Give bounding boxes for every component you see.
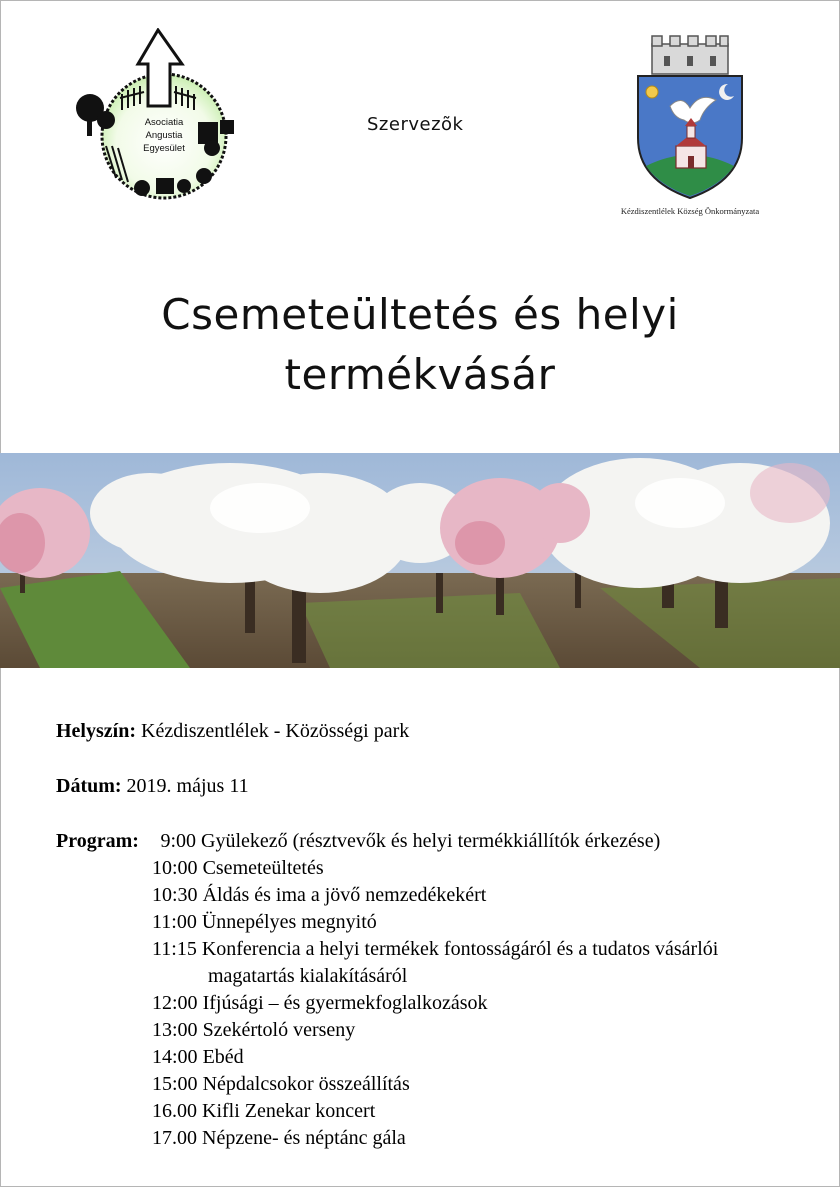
program-text: Népdalcsokor összeállítás — [202, 1073, 410, 1095]
program-text: Ebéd — [202, 1046, 244, 1068]
program-time: 11:15 — [152, 938, 197, 960]
program-text: Kifli Zenekar koncert — [202, 1100, 376, 1122]
coat-of-arms — [630, 34, 750, 204]
program-text: Szekértoló verseny — [202, 1019, 356, 1041]
logo-line: Angustia — [145, 130, 183, 141]
organizers-label: Szervezõk — [367, 114, 464, 135]
program-item — [152, 909, 822, 936]
program-item-continuation — [152, 963, 822, 990]
program-time: 13:00 — [152, 1019, 198, 1041]
title-line-1: Csemeteültetés és helyi — [161, 290, 679, 339]
program-item — [152, 1071, 822, 1098]
program-time: 12:00 — [152, 992, 198, 1014]
association-logo — [72, 28, 252, 200]
program-item — [152, 855, 822, 882]
program-text: Gyülekező (résztvevők és helyi termékkiállítók érkezése) — [201, 830, 661, 852]
program-text: Ifjúsági – és gyermekfoglalkozások — [202, 992, 488, 1014]
program-time: 17.00 — [152, 1127, 197, 1149]
program-text: Áldás és ima a jövő nemzedékekért — [202, 884, 487, 906]
association-logo-text — [128, 116, 200, 155]
program-item — [152, 1017, 822, 1044]
location-value: Kézdiszentlélek - Közösségi park — [141, 720, 410, 742]
association-logo-icon — [72, 28, 252, 200]
program-item — [152, 1125, 822, 1152]
location-row — [56, 718, 409, 745]
program-item — [152, 990, 822, 1017]
program-item — [152, 936, 822, 963]
title-line-2: termékvásár — [284, 350, 556, 399]
program-text: Népzene- és néptánc gála — [202, 1127, 406, 1149]
program-time: 11:00 — [152, 911, 197, 933]
blossoming-orchard-image — [0, 453, 840, 668]
program-time: 14:00 — [152, 1046, 198, 1068]
date-value: 2019. május 11 — [126, 775, 249, 797]
logo-line: Asociatia — [144, 117, 184, 128]
coat-of-arms-icon — [630, 34, 750, 204]
program-time: 9:00 — [160, 830, 196, 852]
program-time: 10:30 — [152, 884, 198, 906]
program-list — [152, 828, 822, 1152]
program-text: Konferencia a helyi termékek fontosságáról és a tudatos vásárlói — [201, 938, 719, 960]
program-text: Ünnepélyes megnyitó — [201, 911, 377, 933]
program-item — [152, 1044, 822, 1071]
page-title — [60, 285, 780, 405]
program-time: 10:00 — [152, 857, 198, 879]
crest-caption: Kézdiszentlélek Község Önkormányzata — [620, 206, 760, 216]
date-row — [56, 773, 249, 800]
program-label: Program: — [56, 830, 139, 852]
date-label: Dátum: — [56, 775, 122, 797]
program-item — [152, 828, 822, 855]
program-item — [152, 1098, 822, 1125]
location-label: Helyszín: — [56, 720, 136, 742]
program-time: 15:00 — [152, 1073, 198, 1095]
program-text: Csemeteültetés — [202, 857, 324, 879]
logo-line: Egyesület — [143, 143, 185, 154]
program-text: magatartás kialakításáról — [208, 965, 408, 987]
program-time: 16.00 — [152, 1100, 197, 1122]
program-item — [152, 882, 822, 909]
